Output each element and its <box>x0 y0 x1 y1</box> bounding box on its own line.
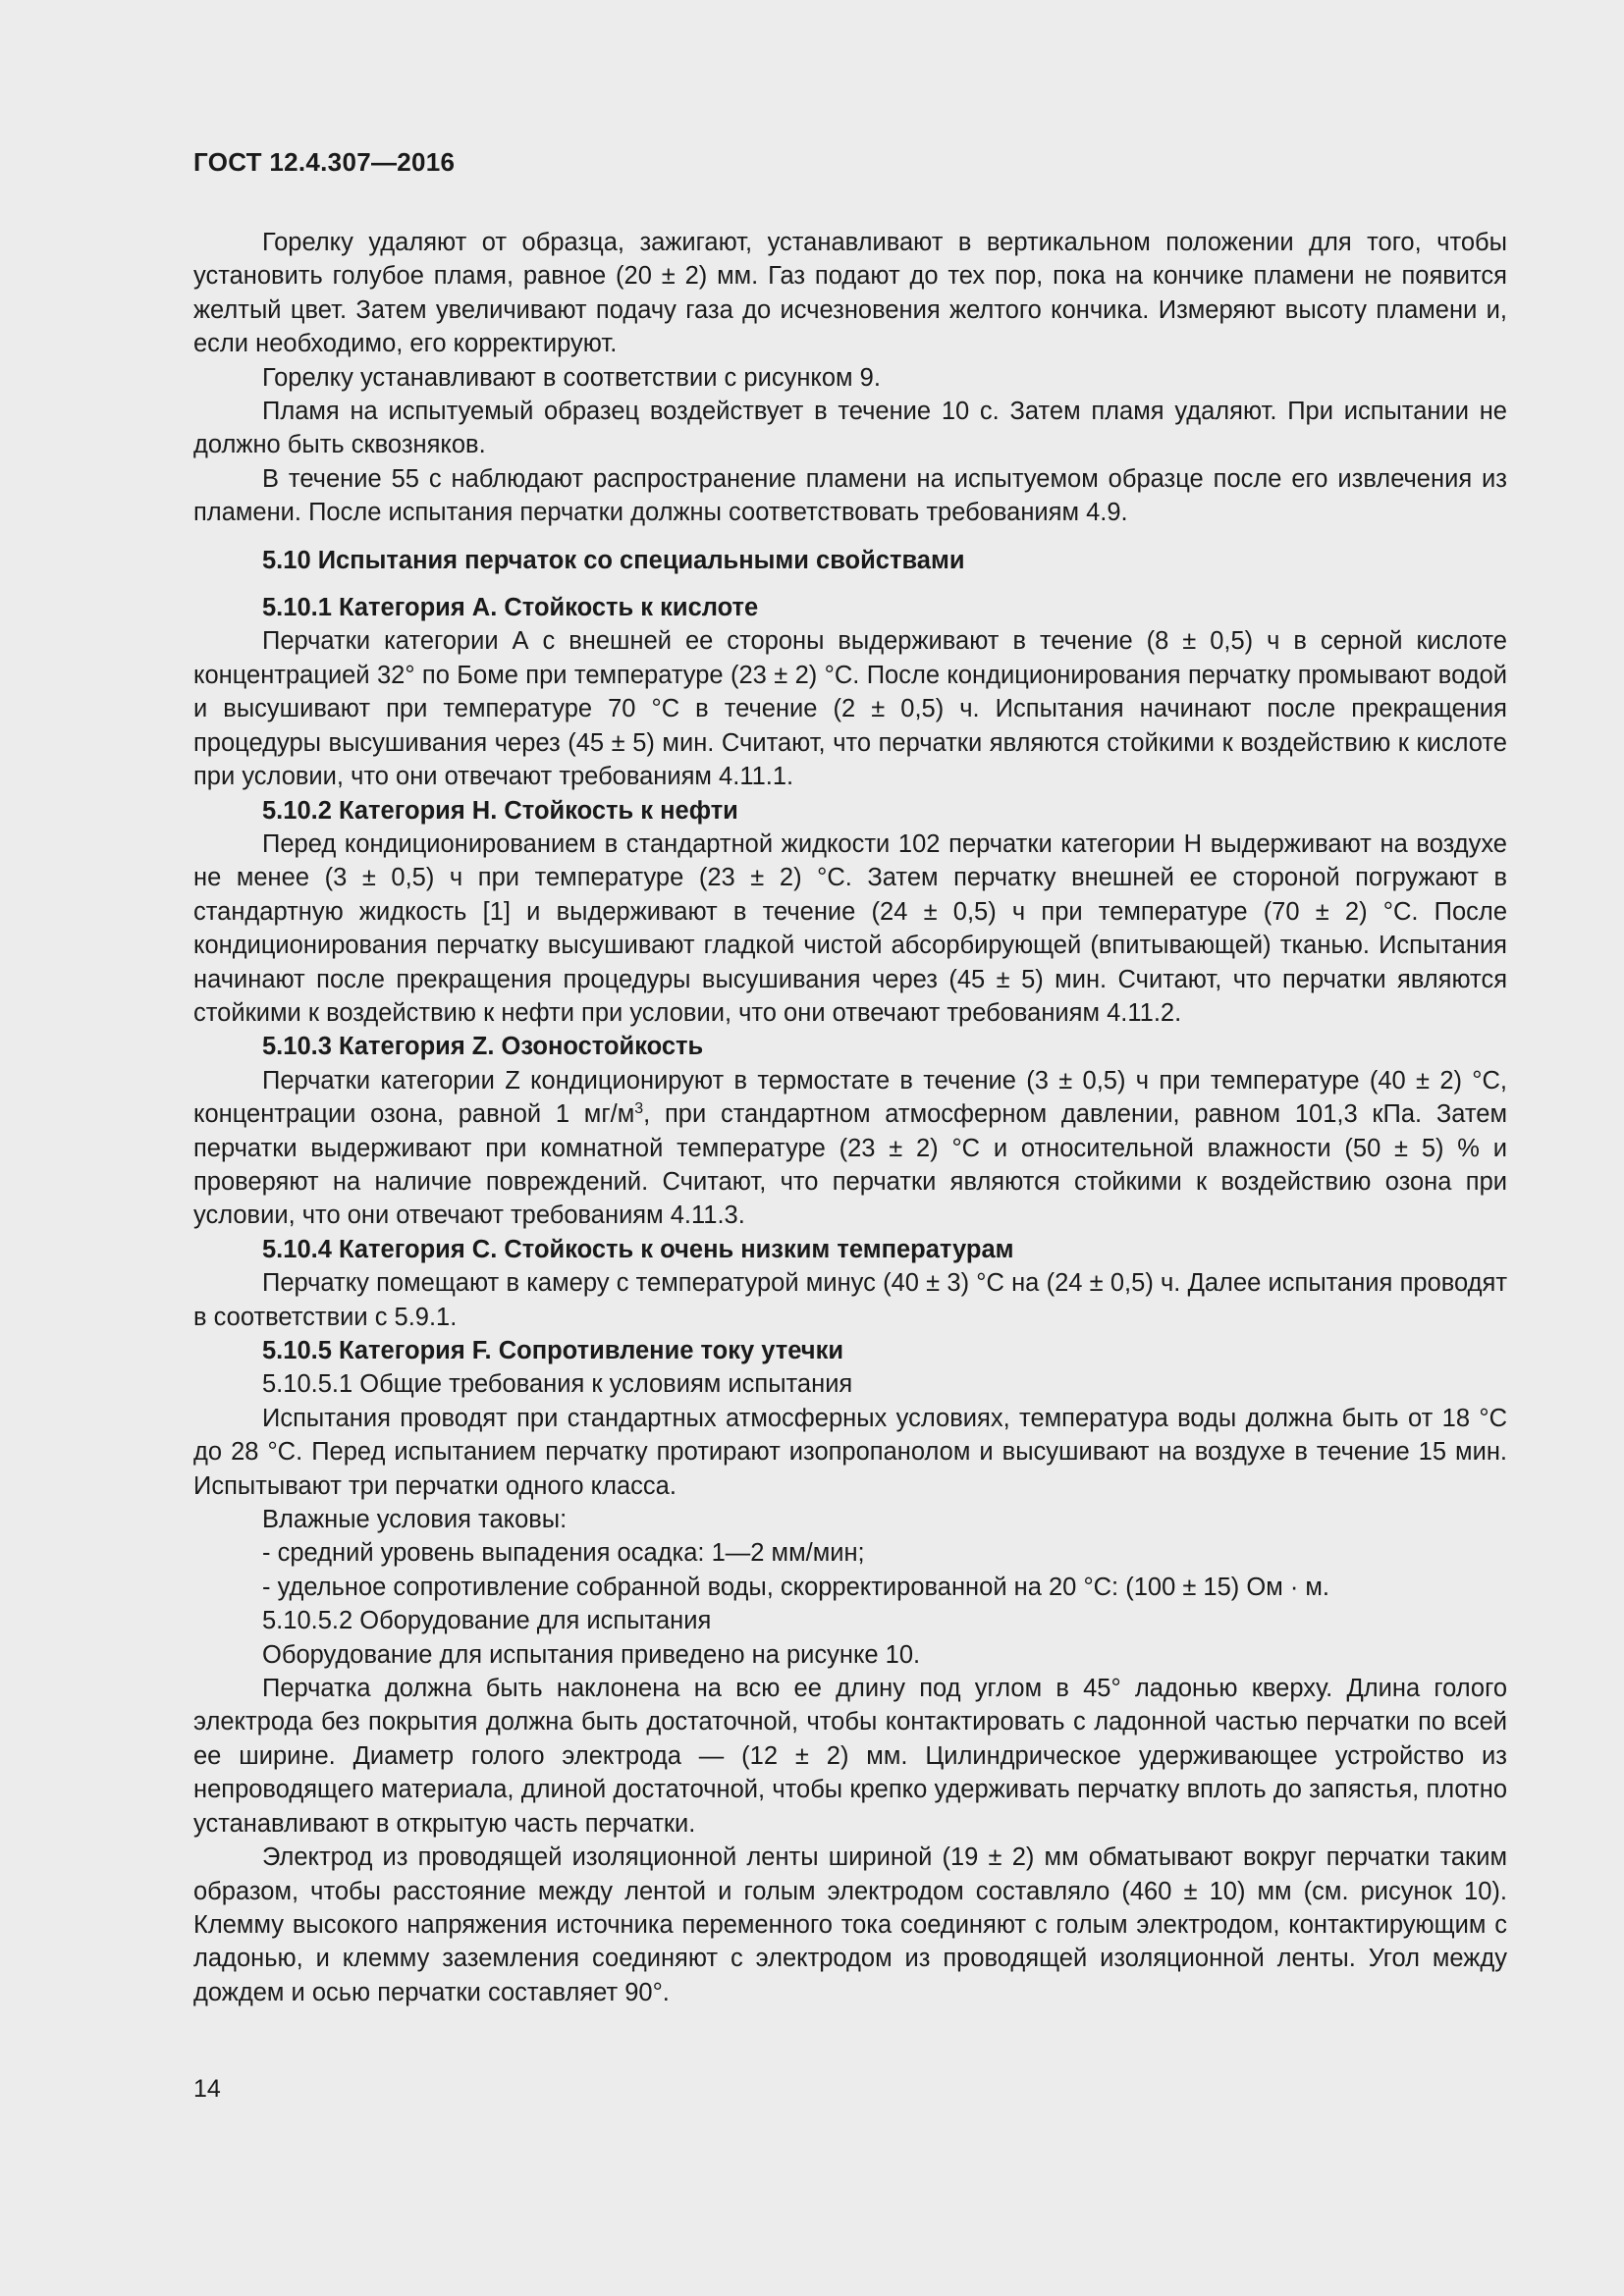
paragraph: Влажные условия таковы: <box>262 1506 568 1534</box>
page-number: 14 <box>193 2075 221 2103</box>
paragraph: Пламя на испытуемый образец воздействует в течение 10 с. Затем пламя удаляют. При испытании не должно быть сквозняков. <box>193 398 1507 459</box>
clause-heading-5-10-5-2: 5.10.5.2 Оборудование для испытания <box>262 1607 712 1635</box>
subsection-heading-5-10-1: 5.10.1 Категория А. Стойкость к кислоте <box>262 594 759 622</box>
paragraph: Испытания проводят при стандартных атмосферных условиях, температура воды должна быть от 18 °С до 28 °С. Перед испытанием перчатку протирают изопропанолом и высушивают на воздухе в течение 15 мин. Испытывают три перчатки одного класса. <box>193 1404 1507 1500</box>
subsection-heading-5-10-3: 5.10.3 Категория Z. Озоностойкость <box>262 1033 704 1061</box>
subsection-heading-5-10-2: 5.10.2 Категория Н. Стойкость к нефти <box>262 796 738 825</box>
paragraph: Перчатку помещают в камеру с температурой минус (40 ± 3) °С на (24 ± 0,5) ч. Далее испытания проводят в соответствии с 5.9.1. <box>193 1269 1507 1331</box>
subsection-heading-5-10-5: 5.10.5 Категория F. Сопротивление току утечки <box>262 1337 844 1364</box>
superscript: 3 <box>634 1100 644 1118</box>
list-item: - средний уровень выпадения осадка: 1—2 мм/мин; <box>262 1539 865 1568</box>
paragraph-ozone <box>193 1064 1507 1233</box>
subsection-heading-5-10-4: 5.10.4 Категория С. Стойкость к очень низким температурам <box>262 1235 1014 1263</box>
paragraph: Горелку устанавливают в соответствии с рисунком 9. <box>262 363 881 392</box>
section-heading-5-10: 5.10 Испытания перчаток со специальными свойствами <box>262 546 965 574</box>
paragraph: Перчатка должна быть наклонена на всю ее длину под углом в 45° ладонью кверху. Длина голого электрода без покрытия должна быть достаточной, чтобы контактировать с ладонной частью перчатки по всей ее ширине. Диаметр голого электрода — (12 ± 2) мм. Цилиндрическое удерживающее устройство из непроводящего материала, длиной достаточной, чтобы крепко удерживать перчатку вплоть до запястья, плотно устанавливают в открытую часть перчатки. <box>193 1675 1507 1838</box>
text-run: Перчатки категории Z кондиционируют в термостате в течение (3 ± 0,5) ч при температуре (40 ± 2) °С, концентрации озона, равной 1 мг/м <box>193 1066 1507 1129</box>
list-item: - удельное сопротивление собранной воды, скорректированной на 20 °С: (100 ± 15) Ом · м. <box>262 1573 1330 1601</box>
clause-heading-5-10-5-1: 5.10.5.1 Общие требования к условиям испытания <box>262 1370 853 1399</box>
paragraph: Перед кондиционированием в стандартной жидкости 102 перчатки категории Н выдерживают на воздухе не менее (3 ± 0,5) ч при температуре (23 ± 2) °С. Затем перчатку внешней ее стороной погружают в стандартную жидкость [1] и выдерживают в течение (24 ± 0,5) ч при температуре (70 ± 2) °С. После кондиционирования перчатку высушивают гладкой чистой абсорбирующей (впитывающей) тканью. Испытания начинают после прекращения процедуры высушивания через (45 ± 5) мин. Считают, что перчатки являются стойкими к воздействию к нефти при условии, что они отвечают требованиям 4.11.2. <box>193 829 1507 1027</box>
paragraph: Горелку удаляют от образца, зажигают, устанавливают в вертикальном положении для того, чтобы установить голубое пламя, равное (20 ± 2) мм. Газ подают до тех пор, пока на кончике пламени не появится желтый цвет. Затем увеличивают подачу газа до исчезновения желтого кончика. Измеряют высоту пламени и, если необходимо, его корректируют. <box>193 229 1507 358</box>
document-header: ГОСТ 12.4.307—2016 <box>193 147 456 177</box>
paragraph: В течение 55 с наблюдают распространение пламени на испытуемом образце после его извлечения из пламени. После испытания перчатки должны соответствовать требованиям 4.9. <box>193 464 1507 527</box>
paragraph: Электрод из проводящей изоляционной ленты шириной (19 ± 2) мм обматывают вокруг перчатки таким образом, чтобы расстояние между лентой и голым электродом составляло (460 ± 10) мм (см. рисунок 10). Клемму высокого напряжения источника переменного тока соединяют с голым электродом, контактирующим с ладонью, и клемму заземления соединяют с электродом из проводящей изоляционной ленты. Угол между дождем и осью перчатки составляет 90°. <box>193 1843 1507 2006</box>
text-run: , при стандартном атмосферном давлении, равном 101,3 кПа. Затем перчатки выдерживают при комнатной температуре (23 ± 2) °С и относительной влажности (50 ± 5) % и проверяют на наличие повреждений. Считают, что перчатки являются стойкими к воздействию озона при условии, что они отвечают требованиям 4.11.3. <box>193 1100 1507 1230</box>
paragraph: Перчатки категории А с внешней ее стороны выдерживают в течение (8 ± 0,5) ч в серной кислоте концентрацией 32° по Боме при температуре (23 ± 2) °С. После кондиционирования перчатку промывают водой и высушивают при температуре 70 °С в течение (2 ± 0,5) ч. Испытания начинают после прекращения процедуры высушивания через (45 ± 5) мин. Считают, что перчатки являются стойкими к воздействию к кислоте при условии, что они отвечают требованиям 4.11.1. <box>193 627 1507 791</box>
paragraph: Оборудование для испытания приведено на рисунке 10. <box>262 1640 921 1669</box>
document-body <box>193 226 1507 2009</box>
